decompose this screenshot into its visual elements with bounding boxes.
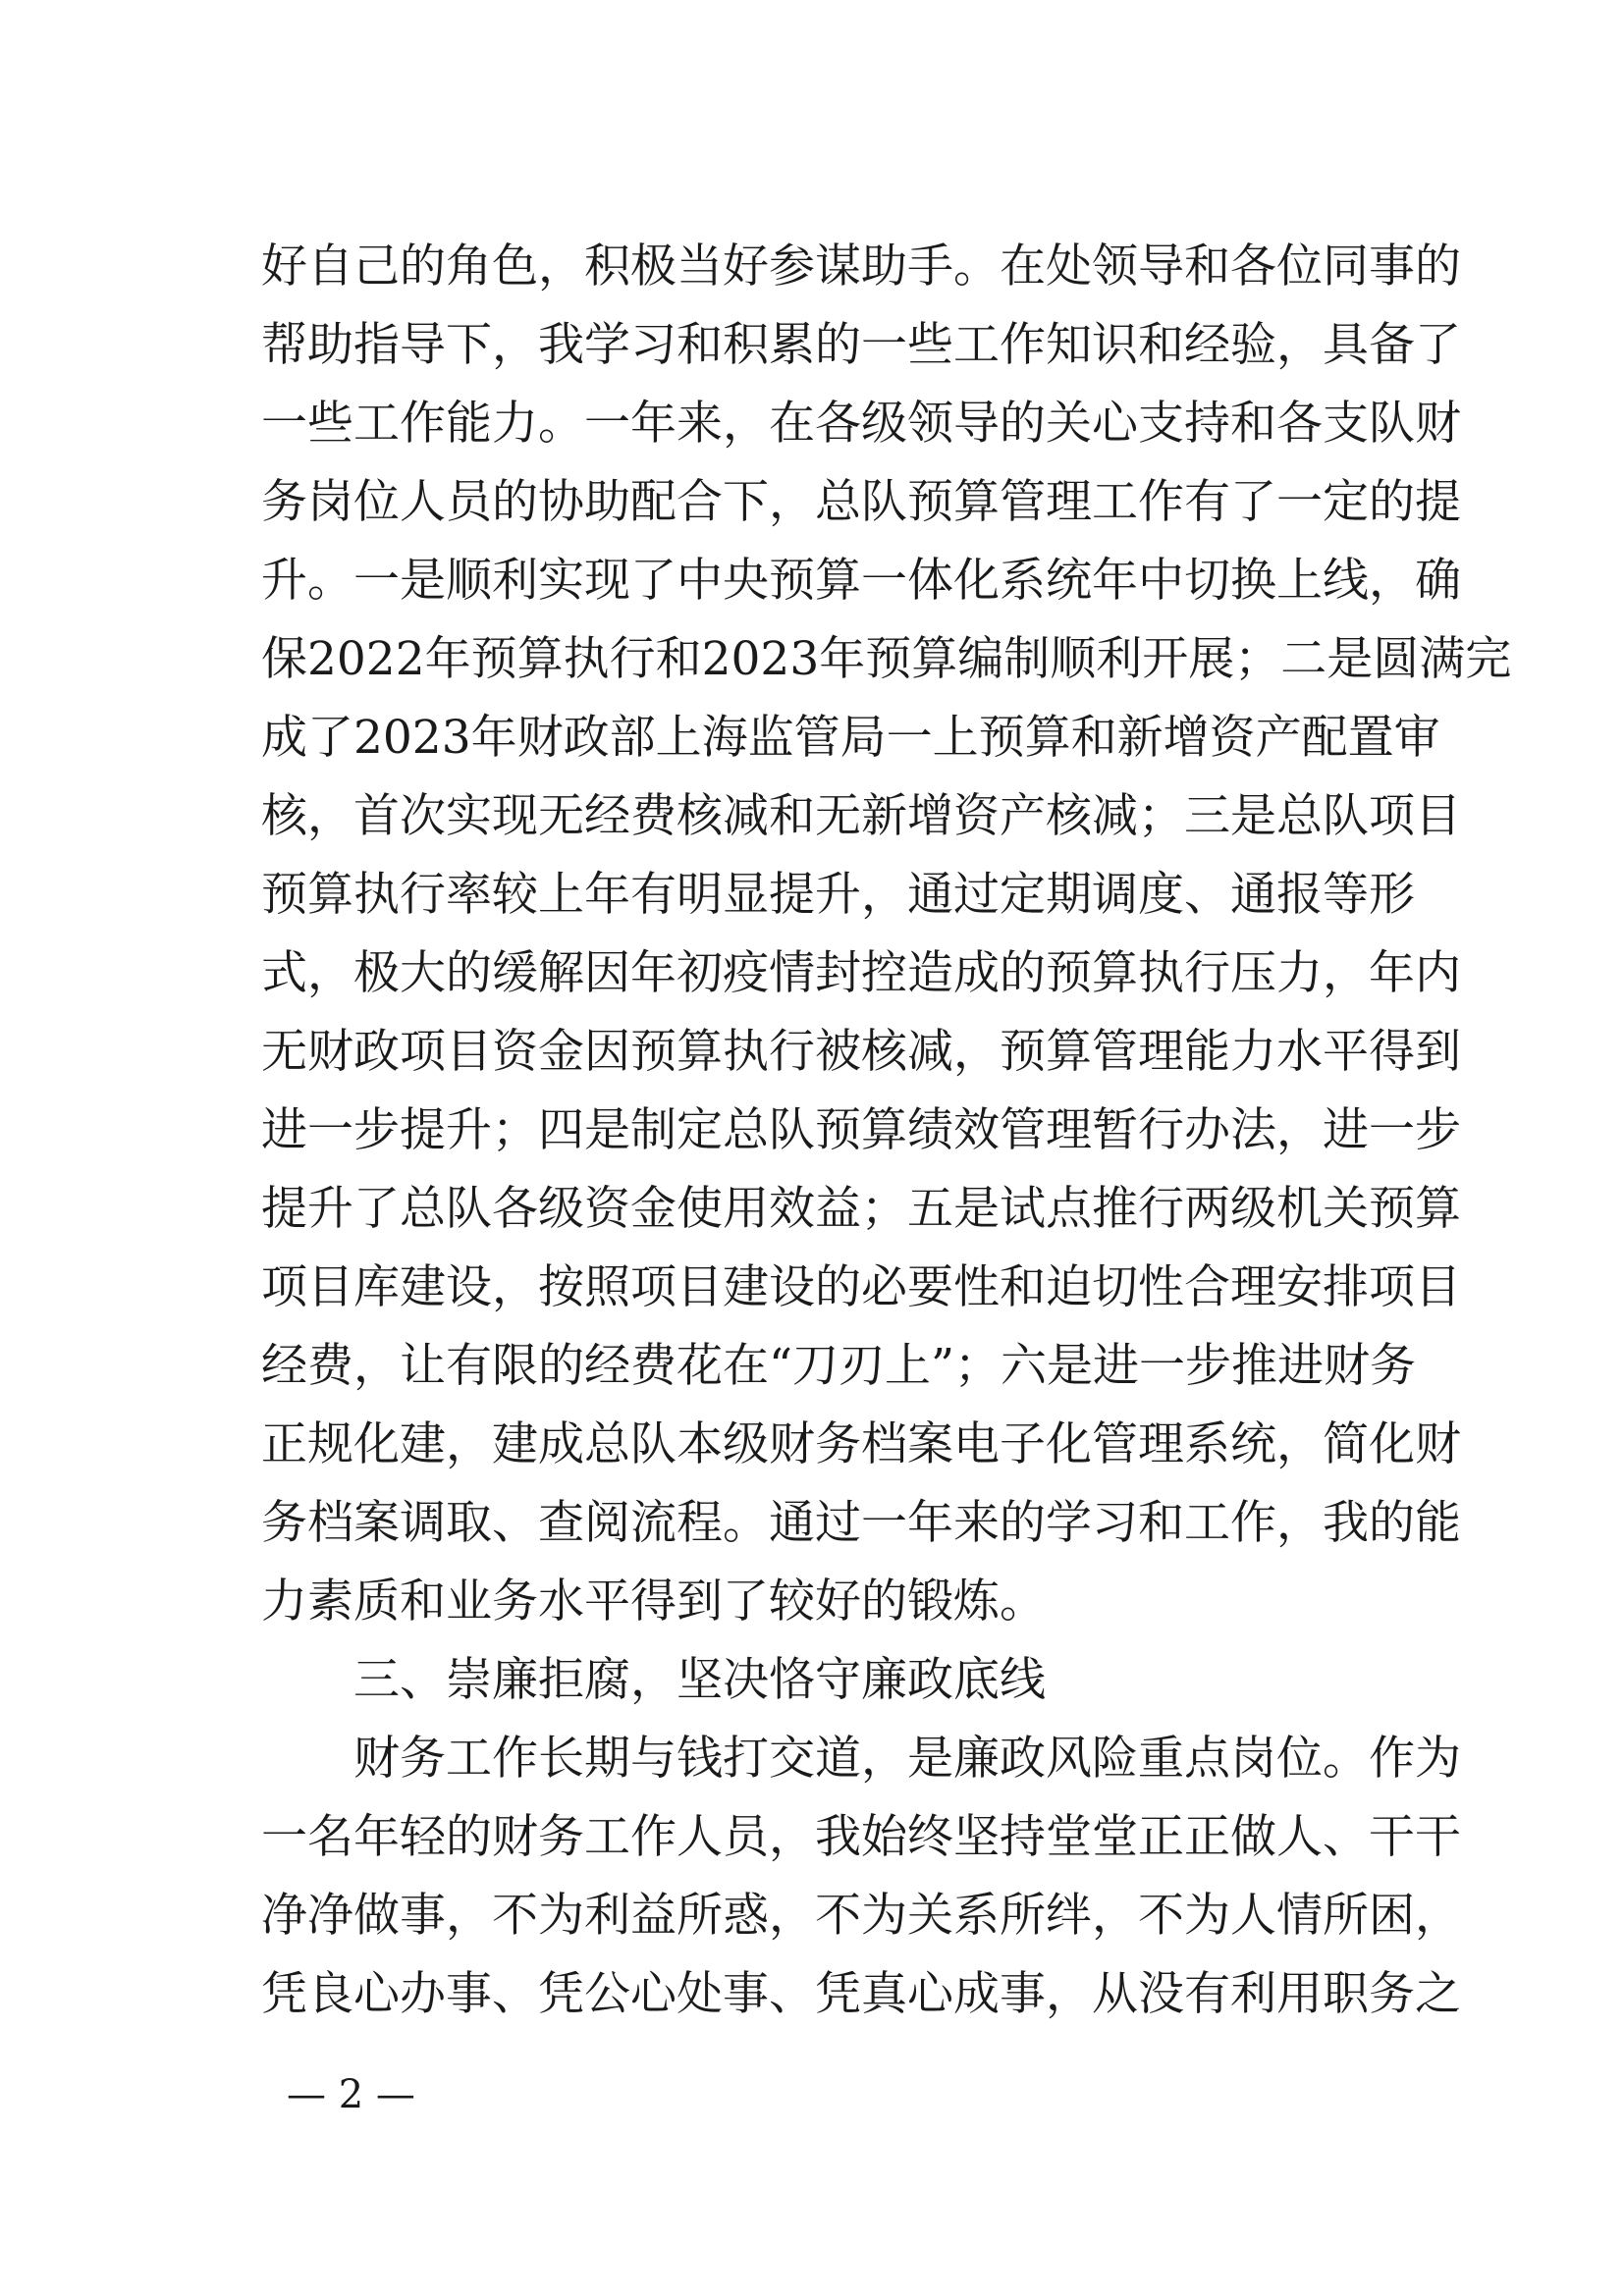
text-line: 无财政项目资金因预算执行被核减，预算管理能力水平得到 <box>261 1025 1461 1079</box>
text-line: 力素质和业务水平得到了较好的锻炼。 <box>261 1575 1046 1629</box>
text-line: 务岗位人员的协助配合下，总队预算管理工作有了一定的提 <box>261 475 1461 529</box>
text-line: 保2022年预算执行和2023年预算编制顺利开展；二是圆满完 <box>261 632 1512 686</box>
text-line: 进一步提升；四是制定总队预算绩效管理暂行办法，进一步 <box>261 1103 1461 1157</box>
text-line: 凭良心办事、凭公心处事、凭真心成事，从没有利用职务之 <box>261 1967 1461 2021</box>
text-line: 帮助指导下，我学习和积累的一些工作知识和经验，具备了 <box>261 318 1461 372</box>
paragraph <box>261 1720 1461 2034</box>
text-line: 一些工作能力。一年来，在各级领导的关心支持和各支队财 <box>261 397 1461 451</box>
document-body <box>261 228 1512 2034</box>
text-line: 升。一是顺利实现了中央预算一体化系统年中切换上线，确 <box>261 554 1461 608</box>
text-line: 净净做事，不为利益所惑，不为关系所绊，不为人情所困， <box>261 1889 1461 1943</box>
text-line: 式，极大的缓解因年初疫情封控造成的预算执行压力，年内 <box>261 946 1461 1000</box>
text-line: 成了2023年财政部上海监管局一上预算和新增资产配置审 <box>261 711 1440 765</box>
text-line: 预算执行率较上年有明显提升，通过定期调度、通报等形 <box>261 868 1415 922</box>
text-line: 一名年轻的财务工作人员，我始终坚持堂堂正正做人、干干 <box>261 1810 1461 1864</box>
page-number: — 2 — <box>287 2072 415 2117</box>
text-line: 提升了总队各级资金使用效益；五是试点推行两级机关预算 <box>261 1182 1461 1236</box>
paragraph-continuation <box>261 228 1512 1641</box>
text-line: 正规化建，建成总队本级财务档案电子化管理系统，简化财 <box>261 1417 1461 1471</box>
text-line: 务档案调取、查阅流程。通过一年来的学习和工作，我的能 <box>261 1496 1461 1550</box>
text-line: 项目库建设，按照项目建设的必要性和迫切性合理安排项目 <box>261 1260 1461 1314</box>
heading-line: 三、崇廉拒腐，坚决恪守廉政底线 <box>353 1653 1046 1707</box>
text-line: 核，首次实现无经费核减和无新增资产核减；三是总队项目 <box>261 789 1461 843</box>
section-heading <box>261 1641 1367 1720</box>
text-line: 经费，让有限的经费花在“刀刃上”；六是进一步推进财务 <box>261 1339 1417 1393</box>
text-line: 财务工作长期与钱打交道，是廉政风险重点岗位。作为 <box>353 1732 1461 1786</box>
text-line: 好自己的角色，积极当好参谋助手。在处领导和各位同事的 <box>261 240 1461 294</box>
